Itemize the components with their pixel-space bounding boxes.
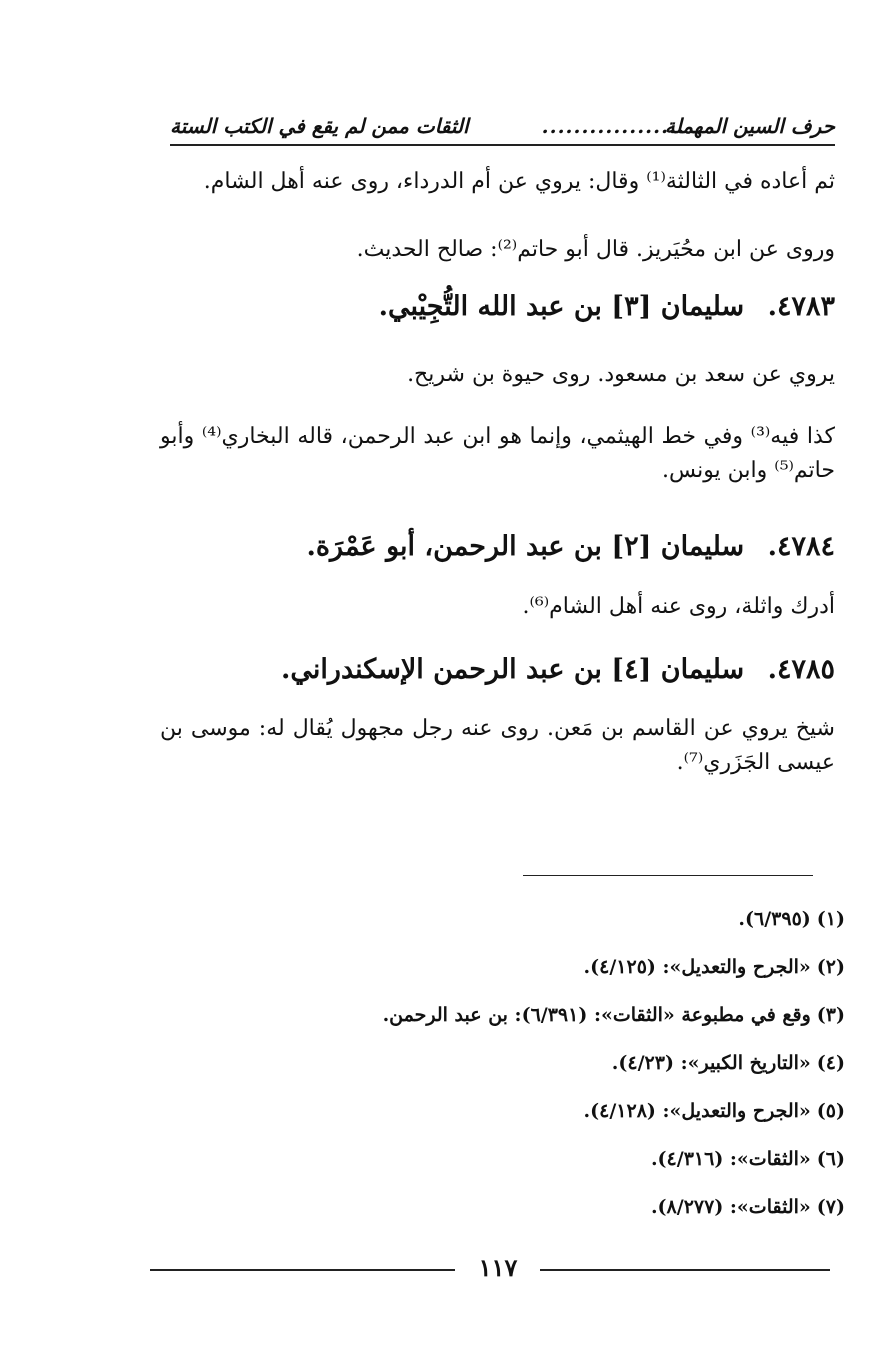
footnote-label: (٦) bbox=[816, 1148, 845, 1170]
footnote bbox=[145, 1094, 845, 1142]
paragraph-intro-2: وروى عن ابن محُيَريز. قال أبو حاتم⁽²⁾: صالح الحديث. bbox=[356, 237, 835, 262]
footnote-label: (١) bbox=[816, 908, 845, 930]
footnote-text: وقع في مطبوعة «الثقات»: (٦/٣٩١): بن عبد الرحمن. bbox=[382, 1004, 811, 1026]
entry-heading-4783 bbox=[379, 287, 835, 327]
entry-4785-text: شيخ يروي عن القاسم بن مَعن. روى عنه رجل مجهول يُقال له: موسى بن عيسى الجَزَري⁽⁷⁾. bbox=[160, 716, 835, 775]
footer-rule-right bbox=[540, 1269, 830, 1271]
footnote bbox=[145, 1142, 845, 1190]
footnotes bbox=[145, 902, 845, 1238]
footnote-text: «الجرح والتعديل»: (٤/١٢٨). bbox=[583, 1100, 811, 1122]
footer-rule-left bbox=[150, 1269, 455, 1271]
entry-4784-text: أدرك واثلة، روى عنه أهل الشام⁽⁶⁾. bbox=[522, 594, 835, 619]
entry-4783-text-1: يروي عن سعد بن مسعود. روى حيوة بن شريح. bbox=[407, 362, 835, 387]
entry-number: ٤٧٨٤. bbox=[767, 531, 835, 562]
footnote bbox=[145, 1046, 845, 1094]
header-section-title: حرف السين المهملة bbox=[664, 114, 835, 138]
page-number: ١١٧ bbox=[478, 1253, 518, 1282]
header-book-title: الثقات ممن لم يقع في الكتب الستة bbox=[170, 114, 469, 138]
entry-4783-text-2: كذا فيه⁽³⁾ وفي خط الهيثمي، وإنما هو ابن عبد الرحمن، قاله البخاري⁽⁴⁾ وأبو حاتم⁽⁵⁾ وابن يونس. bbox=[160, 424, 836, 483]
footnote-label: (٥) bbox=[816, 1100, 845, 1122]
entry-name: سليمان [٣] بن عبد الله التُّجِيْبي. bbox=[378, 291, 745, 322]
footnote-separator bbox=[523, 875, 813, 876]
footnote-text: «الجرح والتعديل»: (٤/١٢٥). bbox=[583, 956, 811, 978]
footnote bbox=[145, 902, 845, 950]
footnote bbox=[145, 950, 845, 998]
footnote-label: (٣) bbox=[816, 1004, 845, 1026]
footnote-label: (٤) bbox=[816, 1052, 845, 1074]
header-dot-leader: .................. bbox=[541, 114, 685, 138]
footnote-text: «الثقات»: (٤/٣١٦). bbox=[650, 1148, 811, 1170]
footnote-text: «الثقات»: (٨/٢٧٧). bbox=[650, 1196, 811, 1218]
footnote-text: (٦/٣٩٥). bbox=[738, 908, 811, 930]
entry-heading-4784 bbox=[307, 527, 836, 567]
footnote bbox=[145, 998, 845, 1046]
entry-heading-4785 bbox=[281, 650, 835, 690]
footnote-label: (٢) bbox=[816, 956, 845, 978]
paragraph-intro-1: ثم أعاده في الثالثة⁽¹⁾ وقال: يروي عن أم الدرداء، روى عنه أهل الشام. bbox=[203, 169, 835, 194]
footnote bbox=[145, 1190, 845, 1238]
running-header bbox=[170, 110, 835, 146]
entry-number: ٤٧٨٥. bbox=[767, 654, 835, 685]
footnote-text: «التاريخ الكبير»: (٤/٢٣). bbox=[611, 1052, 811, 1074]
entry-number: ٤٧٨٣. bbox=[767, 291, 835, 322]
footnote-label: (٧) bbox=[816, 1196, 845, 1218]
entry-name: سليمان [٢] بن عبد الرحمن، أبو عَمْرَة. bbox=[306, 531, 745, 562]
entry-name: سليمان [٤] بن عبد الرحمن الإسكندراني. bbox=[281, 654, 745, 685]
